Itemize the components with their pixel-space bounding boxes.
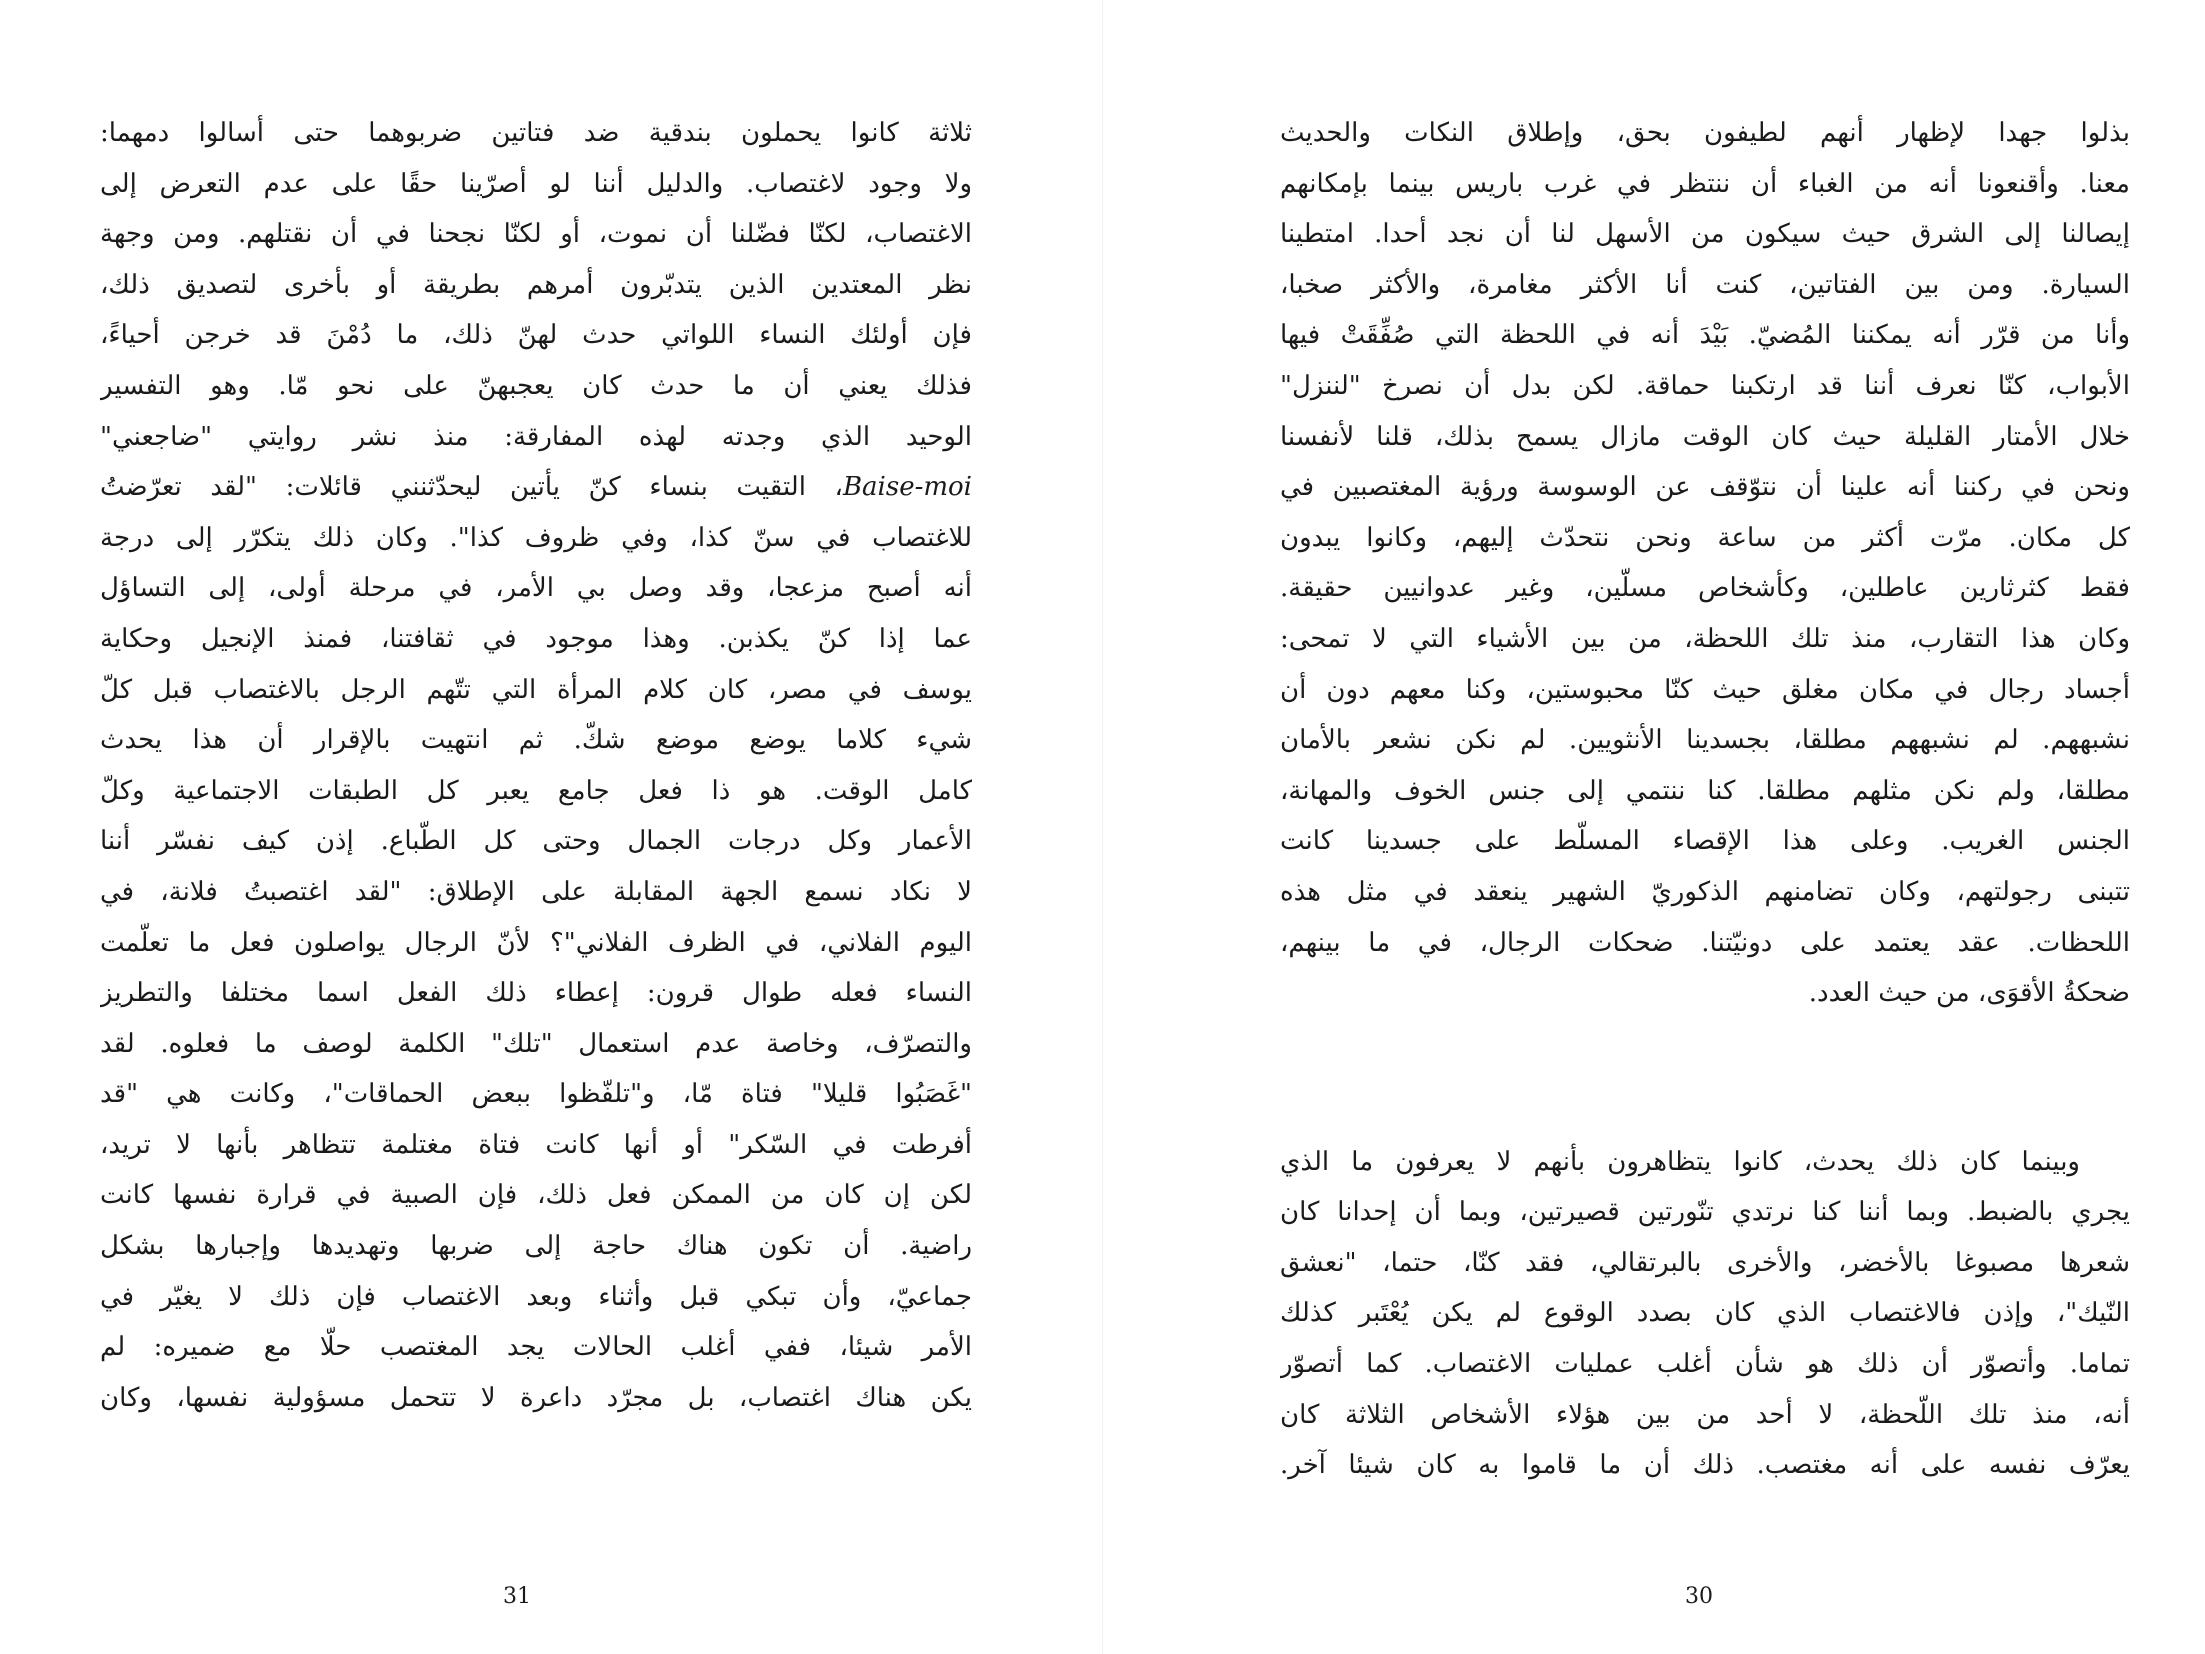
text-line: أنه أصبح مزعجا، وقد وصل بي الأمر، في مرحلة أولى، إلى التساؤل — [100, 573, 972, 604]
text-line: أنه، منذ تلك اللّحظة، لا أحد من بين هؤلاء الأشخاص الثلاثة كان — [1280, 1399, 2130, 1430]
text-line: فإن أولئك النساء اللواتي حدث لهنّ ذلك، ما دُمْنَ قد خرجن أحياءً، — [100, 320, 972, 351]
text-line: كامل الوقت. هو ذا فعل جامع يعبر كل الطبقات الاجتماعية وكلّ — [100, 775, 972, 806]
text-line: النساء فعله طوال قرون: إعطاء ذلك الفعل اسما مختلفا والتطريز — [100, 978, 972, 1009]
text-line: تتبنى رجولتهم، وكان تضامنهم الذكوريّ الشهير ينعقد في مثل هذه — [1280, 876, 2130, 907]
paragraph-gap — [1280, 1019, 2130, 1137]
text-line: يجري بالضبط. وبما أننا كنا نرتدي تنّورتين قصيرتين، وبما أن إحدانا كان — [1280, 1197, 2130, 1228]
text-line: الأعمار وكل درجات الجمال وحتى كل الطّباع. إذن كيف نفسّر أننا — [100, 826, 972, 857]
text-line: يوسف في مصر، كان كلام المرأة التي تتّهم الرجل بالاغتصاب قبل كلّ — [100, 674, 972, 705]
text-line: نشبههم. لم نشبههم مطلقا، بجسدينا الأنثويين. لم نكن نشعر بالأمان — [1280, 725, 2130, 756]
text-line: الجنس الغريب. وعلى هذا الإقصاء المسلّط على جسدينا كانت — [1280, 826, 2130, 857]
text-line: ولا وجود لاغتصاب. والدليل أننا لو أصرّينا حقًا على عدم التعرض إلى — [100, 168, 972, 199]
text-line: السيارة. ومن بين الفتاتين، كنت أنا الأكثر مغامرة، والأكثر صخبا، — [1280, 269, 2130, 300]
text-line: وكان هذا التقارب، منذ تلك اللحظة، من بين الأشياء التي لا تمحى: — [1280, 623, 2130, 654]
text-line: أجساد رجال في مكان مغلق حيث كنّا محبوستين، وكنا معهم دون أن — [1280, 674, 2130, 705]
text-line: فذلك يعني أن ما حدث كان يعجبهنّ على نحو مّا. وهو التفسير — [100, 370, 972, 401]
text-line: الأمر شيئا، ففي أغلب الحالات يجد المغتصب حلّا مع ضميره: لم — [100, 1332, 972, 1363]
text-line: تماما. وأتصوّر أن ذلك هو شأن أغلب عمليات الاغتصاب. كما أتصوّر — [1280, 1349, 2130, 1380]
page-31 — [0, 0, 1102, 1654]
text-line: شعرها مصبوغا بالأخضر، والأخرى بالبرتقالي، فقد كنّا، حتما، "نعشق — [1280, 1247, 2130, 1278]
text-line: شيء كلاما يوضع موضع شكّ. ثم انتهيت بالإقرار أن هذا يحدث — [100, 725, 972, 756]
text-line: الاغتصاب، لكنّا فضّلنا أن نموت، أو لكنّا نجحنا في أن نقتلهم. ومن وجهة — [100, 219, 972, 250]
text-line: وأنا من قرّر أنه يمكننا المُضيّ. بَيْدَ أنه في اللحظة التي صُفِّقَتْ فيها — [1280, 320, 2130, 351]
text-line: فقط كثرثارين عاطلين، وكأشخاص مسلّين، وغير عدوانيين حقيقة. — [1280, 573, 2130, 604]
text-line: بذلوا جهدا لإظهار أنهم لطيفون بحق، وإطلاق النكات والحديث — [1280, 118, 2130, 148]
page-31-text — [100, 108, 972, 1423]
text-line: إيصالنا إلى الشرق حيث سيكون من الأسهل لنا أن نجد أحدا. امتطينا — [1280, 219, 2130, 250]
text-line: كل مكان. مرّت أكثر من ساعة ونحن نتحدّث إليهم، وكانوا يبدون — [1280, 522, 2130, 553]
text-line: الأبواب، كنّا نعرف أننا قد ارتكبنا حماقة. لكن بدل أن نصرخ "لننزل" — [1280, 370, 2130, 401]
text-line: ضحكةُ الأقوَى، من حيث العدد. — [1808, 978, 2130, 1009]
text-line: للاغتصاب في سنّ كذا، وفي ظروف كذا". وكان ذلك يتكرّر إلى درجة — [100, 522, 972, 553]
text-line: راضية. أن تكون هناك حاجة إلى ضربها وتهديدها وإجبارها بشكل — [100, 1231, 972, 1262]
text-line: مطلقا، ولم نكن مثلهم مطلقا. كنا ننتمي إلى جنس الخوف والمهانة، — [1280, 775, 2130, 806]
text-line: يكن هناك اغتصاب، بل مجرّد داعرة لا تتحمل مسؤولية نفسها، وكان — [100, 1382, 972, 1413]
text-line: الوحيد الذي وجدته لهذه المفارقة: منذ نشر روايتي "ضاجعني" — [100, 421, 972, 452]
text-line: معنا. وأقنعونا أنه من الغباء أن ننتظر في غرب باريس بينما بإمكانهم — [1280, 168, 2130, 199]
text-line: وبينما كان ذلك يحدث، كانوا يتظاهرون بأنهم لا يعرفون ما الذي — [1280, 1146, 2080, 1177]
text-line: نظر المعتدين الذين يتدبّرون أمرهم بطريقة أو بأخرى لتصديق ذلك، — [100, 269, 972, 300]
page-number-31: 31 — [503, 1584, 531, 1609]
text-line: عما إذا كنّ يكذبن. وهذا موجود في ثقافتنا، فمنذ الإنجيل وحكاية — [100, 623, 972, 654]
text-line: اليوم الفلاني، في الظرف الفلاني"؟ لأنّ الرجال يواصلون فعل ما تعلّمت — [100, 927, 972, 958]
text-line: اللحظات. عقد يعتمد على دونيّتنا. ضحكات الرجال، في ما بينهم، — [1280, 927, 2130, 958]
text-line: والتصرّف، وخاصة عدم استعمال "تلك" الكلمة لوصف ما فعلوه. لقد — [100, 1028, 972, 1059]
text-line: لكن إن كان من الممكن فعل ذلك، فإن الصبية في قرارة نفسها كانت — [100, 1180, 972, 1211]
page-30 — [1103, 0, 2205, 1654]
text-line: خلال الأمتار القليلة حيث كان الوقت مازال يسمح بذلك، قلنا لأنفسنا — [1280, 421, 2130, 452]
text-line: ثلاثة كانوا يحملون بندقية ضد فتاتين ضربوهما حتى أسالوا دمهما: — [100, 118, 972, 148]
text-line: ونحن في ركننا أنه علينا أن نتوّقف عن الوسوسة ورؤية المغتصبين في — [1280, 472, 2130, 503]
text-line: النّيك"، وإذن فالاغتصاب الذي كان بصدد الوقوع لم يكن يُعْتَبر كذلك — [1280, 1298, 2130, 1329]
page-30-text — [1280, 108, 2130, 1491]
latin-title: Baise-moi — [842, 472, 972, 503]
text-line: جماعيّ، وأن تبكي قبل وأثناء وبعد الاغتصاب فإن ذلك لا يغيّر في — [100, 1281, 972, 1312]
page-number-30: 30 — [1685, 1584, 1713, 1609]
text-line: يعرّف نفسه على أنه مغتصب. ذلك أن ما قاموا به كان شيئا آخر. — [1280, 1450, 2130, 1481]
text-line: أفرطت في السّكر" أو أنها كانت فتاة مغتلمة تتظاهر بأنها لا تريد، — [100, 1129, 972, 1160]
text-line: Baise-moi، التقيت بنساء كنّ يأتين ليحدّثنني قائلات: "لقد تعرّضتُ — [100, 472, 972, 503]
text-line: "غَصَبُوا قليلا" فتاة مّا، و"تلفّظوا ببعض الحماقات"، وكانت هي "قد — [100, 1079, 972, 1110]
text-line: لا نكاد نسمع الجهة المقابلة على الإطلاق: "لقد اغتصبتُ فلانة، في — [100, 876, 972, 907]
